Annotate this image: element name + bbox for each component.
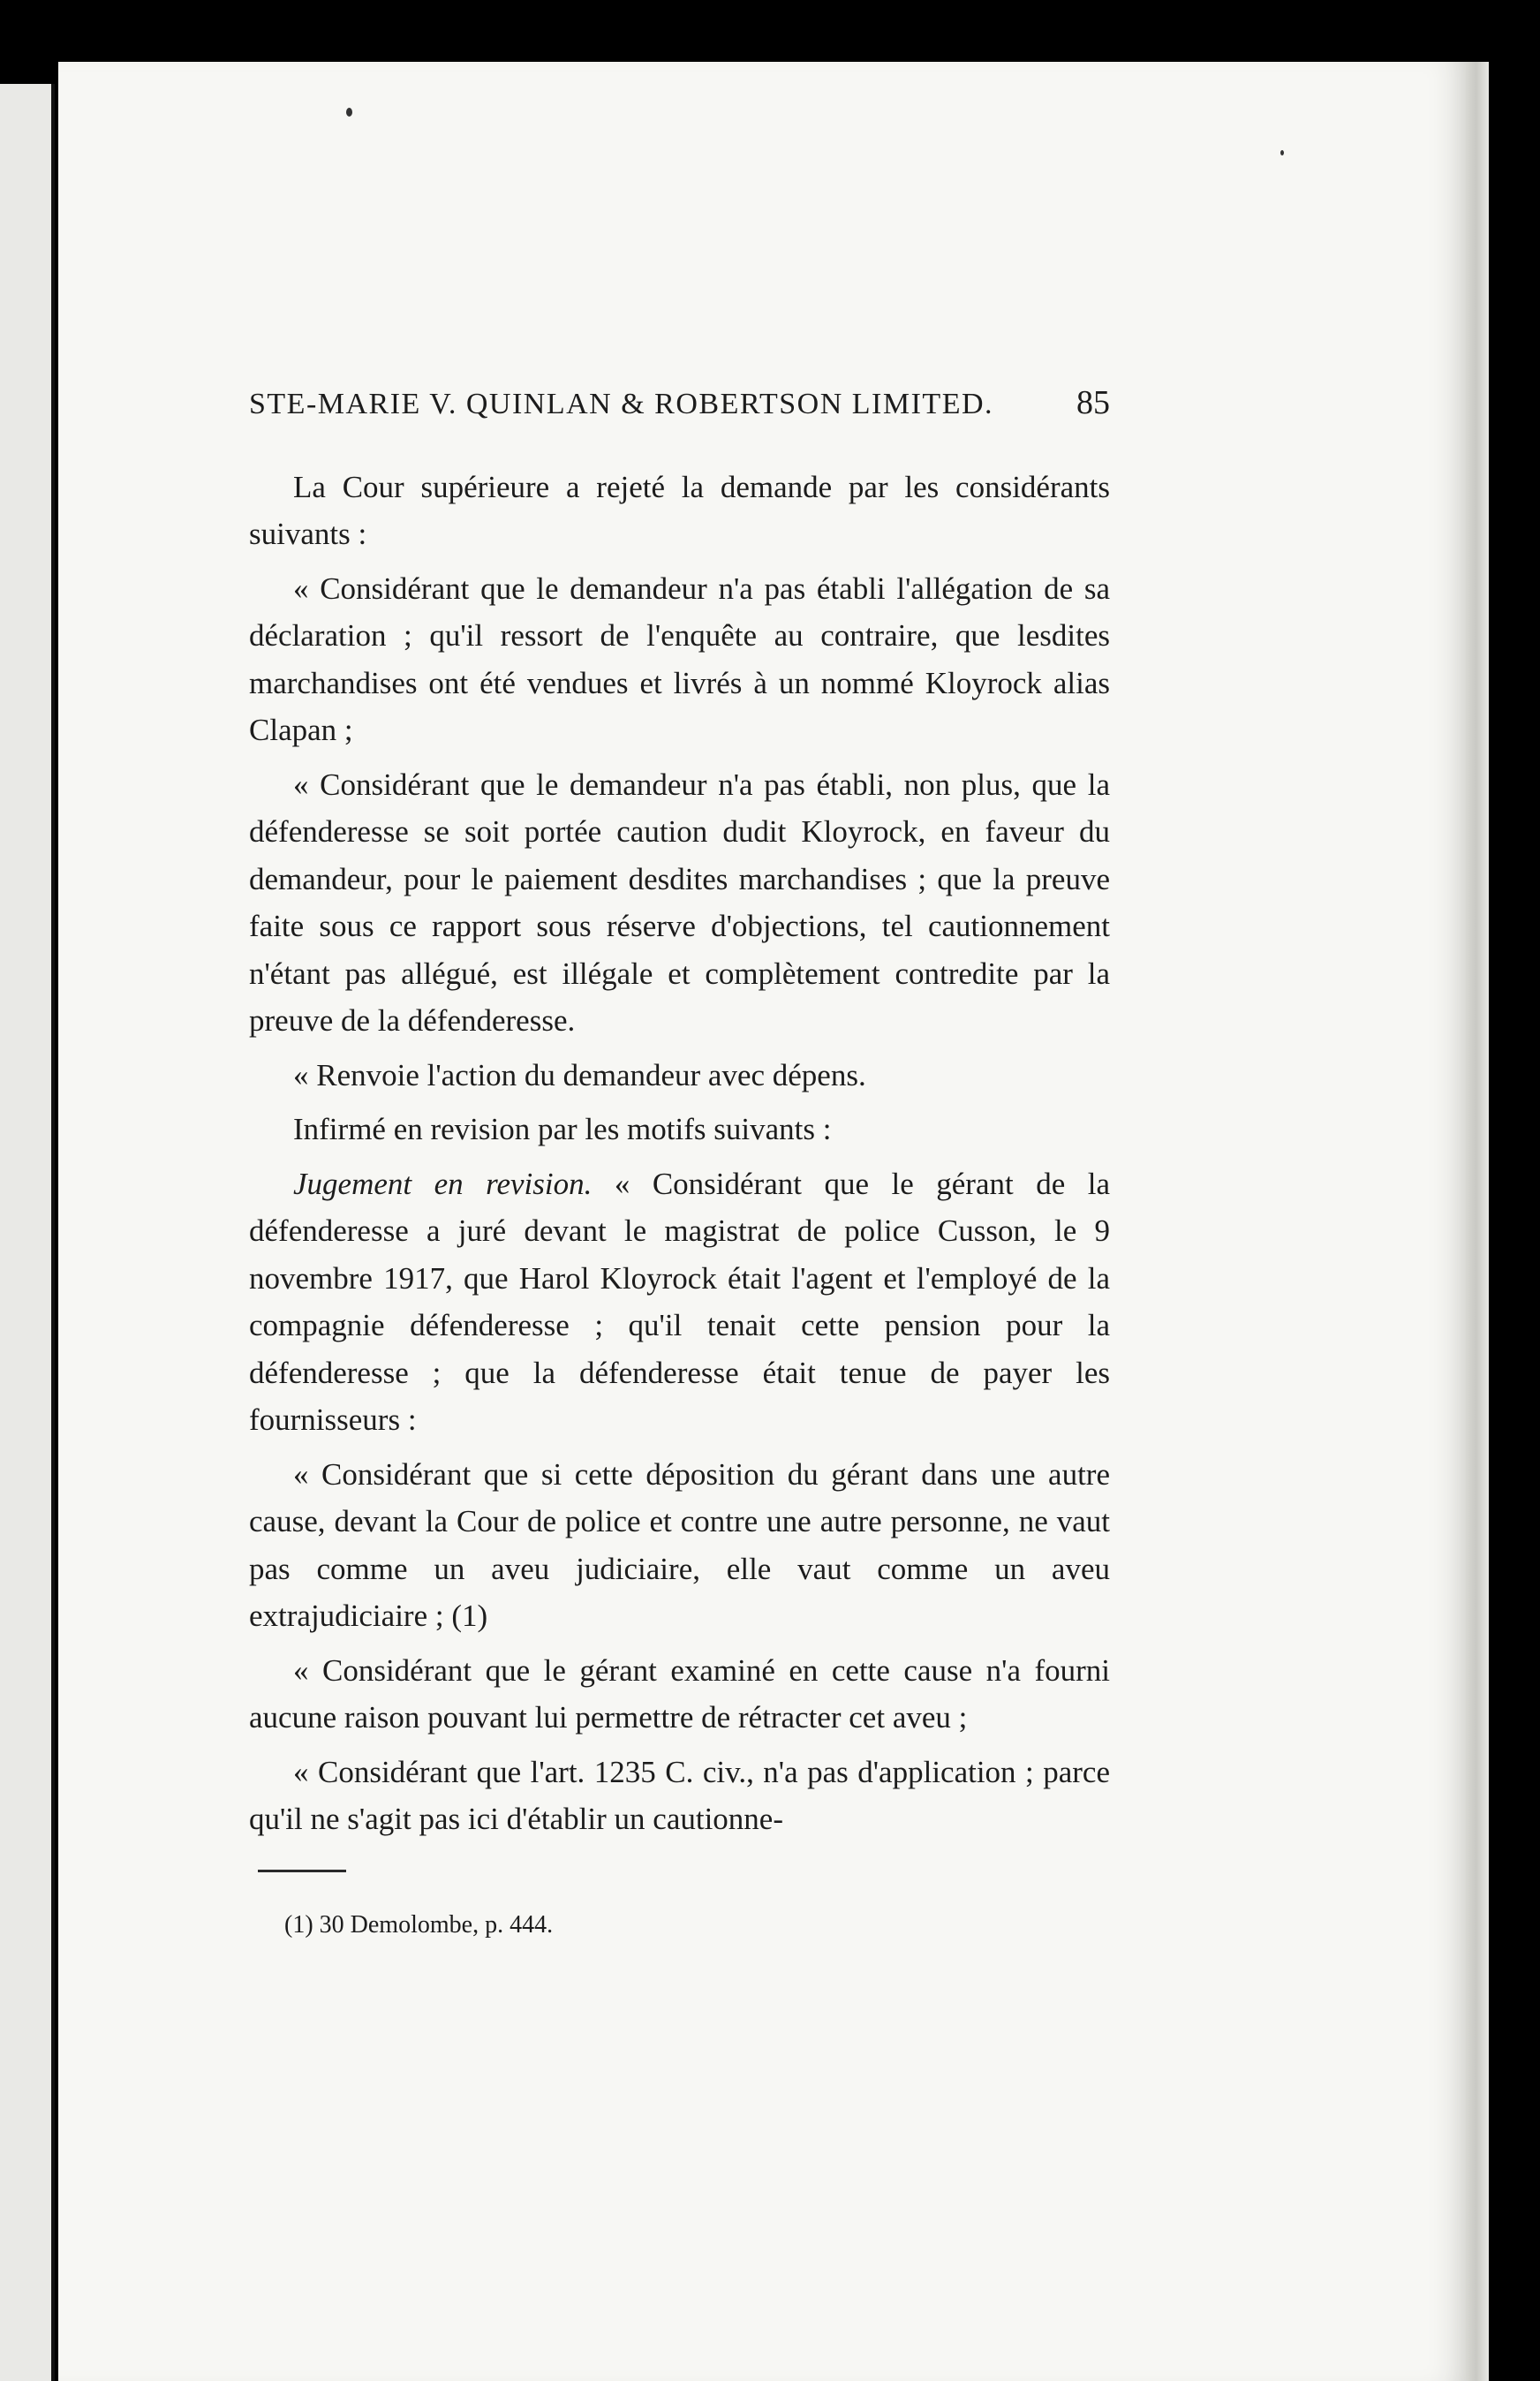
facing-page-edge xyxy=(0,84,55,2381)
page-text xyxy=(249,380,1110,1943)
paragraph: « Considérant que le demandeur n'a pas établi, non plus, que la défenderesse se soit portée caution dudit Kloyrock, en faveur du demandeur, pour le paiement desdites marchandises ; que la preuve faite sous ce rapport sous réserve d'objections, tel cautionnement n'étant pas allégué, est illégale et complètement contredite par la preuve de la défenderesse. xyxy=(249,767,1110,1038)
footnote-rule xyxy=(258,1870,346,1872)
paragraph: « Considérant que l'art. 1235 C. civ., n'a pas d'application ; parce qu'il ne s'agit pas ici d'établir un cautionne- xyxy=(249,1754,1110,1836)
ink-speck xyxy=(1280,150,1284,155)
judgment-paragraph xyxy=(249,1160,1110,1444)
judgment-lead: Jugement en revision. xyxy=(293,1166,593,1201)
paragraph: « Considérant que si cette déposition du gérant dans une autre cause, devant la Cour de police et contre une autre personne, ne vaut pas comme un aveu judiciaire, elle vaut comme un aveu extrajudiciaire ; (1) xyxy=(249,1456,1110,1633)
running-title: STE-MARIE V. QUINLAN & ROBERTSON LIMITED. xyxy=(249,388,994,420)
page-number: 85 xyxy=(1076,384,1110,421)
paragraph: « Considérant que le gérant examiné en cette cause n'a fourni aucune raison pouvant lui permettre de rétracter cet aveu ; xyxy=(249,1652,1110,1735)
page-curl-edge xyxy=(1466,62,1489,2381)
judgment-text: « Considérant que le gérant de la défenderesse a juré devant le magistrat de police Cusson, le 9 novembre 1917, que Harol Kloyrock était l'agent et l'employé de la compagnie défenderesse ; qu'il tenait cette pension pour la défenderesse ; que la défenderesse était tenue de payer les fournisseurs : xyxy=(249,1166,1110,1437)
running-head xyxy=(249,380,1110,428)
paragraph: « Considérant que le demandeur n'a pas établi l'allégation de sa déclaration ; qu'il ressort de l'enquête au contraire, que lesdites marchandises ont été vendues et livrés à un nommé Kloyrock alias Clapan ; xyxy=(249,571,1110,747)
paragraph: La Cour supérieure a rejeté la demande par les considérants suivants : xyxy=(249,469,1110,551)
paragraph: « Renvoie l'action du demandeur avec dépens. xyxy=(293,1057,866,1092)
ink-speck xyxy=(346,108,352,117)
footnote: (1) 30 Demolombe, p. 444. xyxy=(284,1910,554,1939)
paragraph: Infirmé en revision par les motifs suivants : xyxy=(293,1112,832,1146)
